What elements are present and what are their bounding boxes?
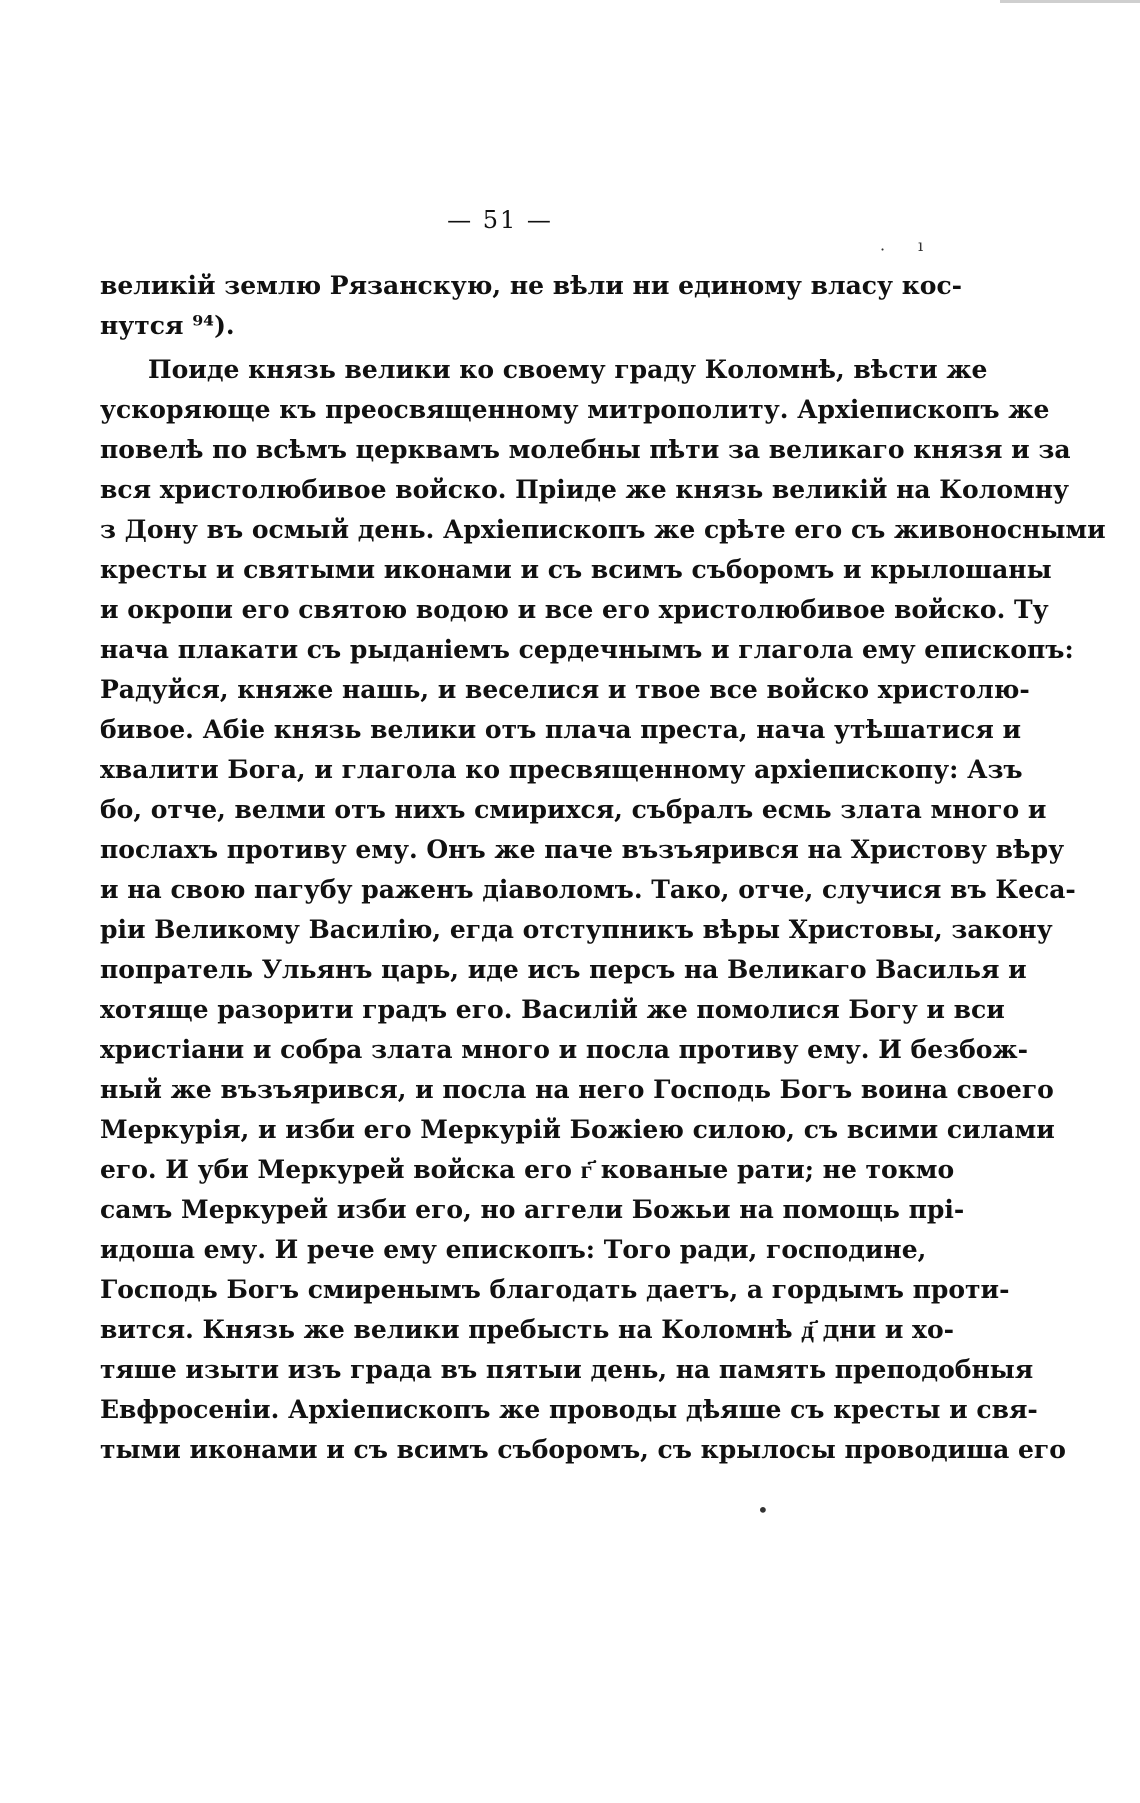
text-line: и окропи его святою водою и все его христолюбивое войско. Ту bbox=[100, 595, 1049, 624]
text-line: вся христолюбивое войско. Пріиде же князь великій на Коломну bbox=[100, 475, 1070, 504]
text-line: тыми иконами и съ всимъ съборомъ, съ крылосы проводиша его bbox=[100, 1435, 1066, 1464]
text-line: тяше изыти изъ града въ пятыи день, на память преподобныя bbox=[100, 1355, 1034, 1384]
page-number: — 51 — bbox=[447, 206, 553, 234]
text-line: попратель Ульянъ царь, иде исъ персъ на Великаго Василья и bbox=[100, 955, 1027, 984]
text-line: ускоряюще къ преосвященному митрополиту. Архіепископъ же bbox=[100, 395, 1050, 424]
scan-edge-rule bbox=[1000, 0, 1140, 3]
text-line: Евфросеніи. Архіепископъ же проводы дѣяше съ кресты и свя- bbox=[100, 1395, 1038, 1424]
text-line: и на свою пагубу раженъ діаволомъ. Тако, отче, случися въ Кеса- bbox=[100, 875, 1076, 904]
text-line: нача плакати съ рыданіемъ сердечнымъ и глагола ему епископъ: bbox=[100, 635, 1074, 664]
text-line: его. И уби Меркурей войска его г҃ кованые рати; не токмо bbox=[100, 1155, 955, 1184]
text-line: бивое. Абіе князь велики отъ плача преста, нача утѣшатися и bbox=[100, 715, 1022, 744]
text-line: Господь Богъ смиренымъ благодать даетъ, а гордымъ проти- bbox=[100, 1275, 1010, 1304]
text-line: Поиде князь велики ко своему граду Коломнѣ, вѣсти же bbox=[148, 355, 988, 384]
text-line: ный же възъярився, и посла на него Господь Богъ воина своего bbox=[100, 1075, 1054, 1104]
text-line: хотяще разорити градъ его. Василій же помолися Богу и вси bbox=[100, 995, 1005, 1024]
text-line: великій землю Рязанскую, не вѣли ни единому власу кос- bbox=[100, 271, 963, 300]
text-line: послахъ противу ему. Онъ же паче възъярився на Христову вѣру bbox=[100, 835, 1065, 864]
text-line: хвалити Бога, и глагола ко пресвященному архіепископу: Азъ bbox=[100, 755, 1023, 784]
text-line: нутся ⁹⁴). bbox=[100, 311, 235, 340]
text-line: повелѣ по всѣмъ церквамъ молебны пѣти за великаго князя и за bbox=[100, 435, 1071, 464]
text-line: кресты и святыми иконами и съ всимъ съборомъ и крылошаны bbox=[100, 555, 1052, 584]
text-line: Радуйся, княже нашь, и веселися и твое все войско христолю- bbox=[100, 675, 1030, 704]
text-line: Меркурія, и изби его Меркурій Божіею силою, съ всими силами bbox=[100, 1115, 1055, 1144]
body-text bbox=[100, 266, 1106, 1470]
scan-speck: • bbox=[757, 1498, 769, 1522]
text-line: вится. Князь же велики пребысть на Коломнѣ д҃ дни и хо- bbox=[100, 1315, 955, 1344]
scan-speck: · bbox=[880, 240, 886, 259]
text-line: христіани и собра злата много и посла противу ему. И безбож- bbox=[100, 1035, 1029, 1064]
text-line: бо, отче, велми отъ нихъ смирихся, събралъ есмь злата много и bbox=[100, 795, 1047, 824]
text-line: ріи Великому Василію, егда отступникъ вѣры Христовы, закону bbox=[100, 915, 1053, 944]
scan-speck: ı bbox=[918, 236, 924, 255]
text-line: з Дону въ осмый день. Архіепископъ же срѣте его съ живоносными bbox=[100, 515, 1106, 544]
text-line: идоша ему. И рече ему епископъ: Того ради, господине, bbox=[100, 1235, 927, 1264]
text-line: самъ Меркурей изби его, но аггели Божьи на помощь прі- bbox=[100, 1195, 965, 1224]
